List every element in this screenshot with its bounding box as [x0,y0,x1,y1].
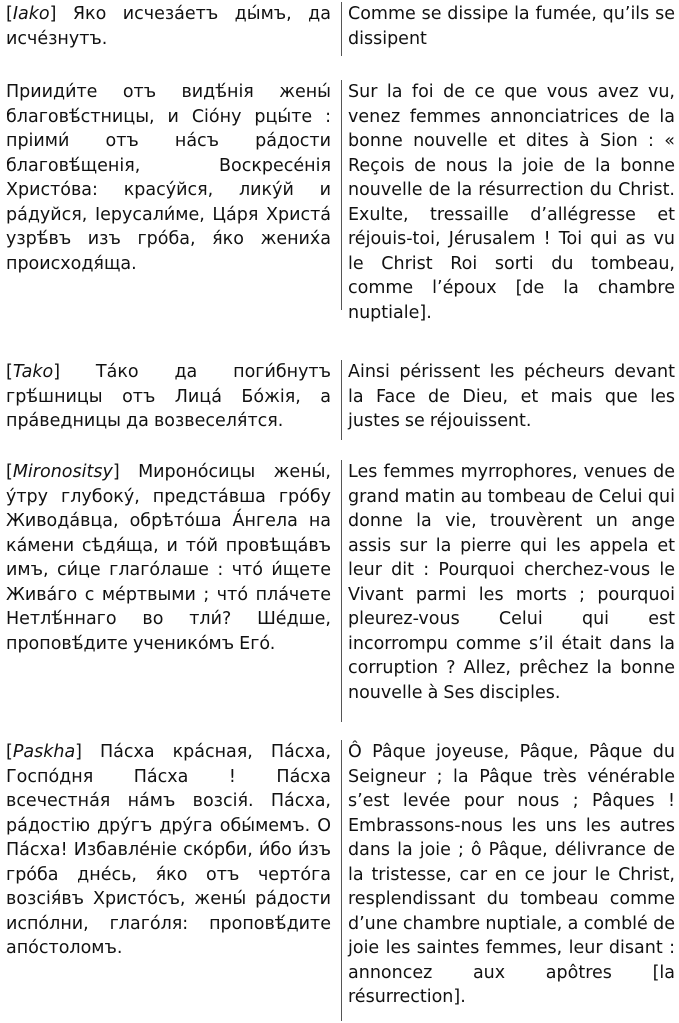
section-paskha [0,740,679,1021]
french-verse: Sur la foi de ce que vous avez vu, venez femmes annonciatrices de la bonne nouvelle et dites à Sion : « Reçois de nous la joie de la bonne nouvelle de la résurrection du Christ. Exulte, tressaille d’allégresse et réjouis-toi, Jérusalem ! Toi qui as vu le Christ Roi sorti du tombeau, comme l’époux [de la chambre nuptiale]. [348,82,675,323]
verse-tag: Paskha [12,742,76,762]
verse-tag: Tako [12,362,54,382]
french-verse: Comme se dissipe la fumée, qu’ils se dissipent [348,4,675,49]
slavonic-text: [Paskha] Пáсха крáсная, Пáсха, Госпóдня Пáсха ! Пáсха всечестнáя нáмъ возсія́. Пáсха, рáдостію дру́гъ дру́га обы́мемъ. О Пáсха! Избавлéніе скóрби, и́бо и́зъ грóба днéсь, я́ко отъ чертóга возсія́въ Христóсъ, жены́ рáдости испóлни, глагóля: проповѣ́дите апóстоломъ. [6,742,332,958]
slavonic-verse: Пáсха крáсная, Пáсха, Госпóдня Пáсха ! Пáсха всечестнáя нáмъ возсія́. Пáсха, рáдостію дру́гъ дру́га обы́мемъ. О Пáсха! Избавлéніе скóрби, и́бо и́зъ грóба днéсь, я́ко отъ чертóга возсія́въ Христóсъ, жены́ рáдости испóлни, глагóля: проповѣ́дите апóстоломъ. [6,742,332,958]
section-mironositsy [0,460,679,722]
french-text [341,80,679,323]
french-verse: Ô Pâque joyeuse, Pâque, Pâque du Seigneur ; la Pâque très vénérable s’est levée pour nous ; Pâques ! Embrassons-nous les uns les autres dans la joie ; ô Pâque, délivrance de la tristesse, car en ce jour le Christ, resplendissant du tombeau comme d’une chambre nuptiale, a comblé de joie les saintes femmes, leur disant : annoncez aux apôtres [la résurrection]. [348,742,675,1007]
section-iako [0,2,679,56]
french-verse: Ainsi périssent les pécheurs devant la Face de Dieu, et mais que les justes se réjouissent. [348,362,675,431]
slavonic-verse: Яко исчезáетъ ды́мъ, да исче́знутъ. [6,4,332,49]
french-text [341,740,679,1021]
slavonic-verse: Мироно́сицы жены́, у́тру глубоку́, предстáвша грóбу Живодáвца, обрѣтóша А́нгела на кáмени сѣдя́ща, и тóй провѣщáвъ имъ, си́це глагóлаше : что́ и́щете Живáго с мéртвыми ; что́ плáчете Нетлѣ́ннаго во тли́? Шéдше, проповѣ́дите ученикóмъ Егó. [6,462,331,654]
verse-tag: Mironositsy [12,462,113,482]
slavonic-text: [Iako] Яко исчезáетъ ды́мъ, да исче́знутъ. [6,4,332,49]
section-priidite [0,80,679,323]
slavonic-verse: Тáко да поги́бнутъ грѣ́шницы отъ Лицá Бóжія, а прáведницы да возвеселя́тся. [6,362,331,431]
slavonic-text [0,80,341,310]
slavonic-verse: Прииди́те отъ видѣ́нія жены́ благовѣ́стницы, и Сіóну рцы́те : пріими́ отъ нáсъ рáдости благовѣ́щенія, Воскресе́нія Христóва: красу́йся, лику́й и рáдуйся, Іерусали́ме, Цáря Христá узрѣ́въ изъ грóба, я́ко жених́а происходя́ща. [6,82,331,274]
verse-tag: Iako [12,4,50,24]
french-text [341,360,679,440]
slavonic-text: [Mironositsy] Мироно́сицы жены́, у́тру глубоку́, предстáвша грóбу Живодáвца, обрѣтóша А́нгела на кáмени сѣдя́ща, и тóй провѣщáвъ имъ, си́це глагóлаше : что́ и́щете Живáго с мéртвыми ; что́ плáчете Нетлѣ́ннаго во тли́? Шéдше, проповѣ́дите ученикóмъ Егó. [6,462,331,654]
french-verse: Les femmes myrrophores, venues de grand matin au tombeau de Celui qui donne la vie, trouvèrent un ange assis sur la pierre qui les appela et leur dit : Pourquoi cherchez-vous le Vivant parmi les morts ; pourquoi pleurez-vous Celui qui est incorrompu comme s’il était dans la corruption ? Allez, prêchez la bonne nouvelle à Ses disciples. [348,462,675,703]
section-tako [0,360,679,440]
slavonic-text: [Tako] Тáко да поги́бнутъ грѣ́шницы отъ Лицá Бóжія, а прáведницы да возвеселя́тся. [6,362,331,431]
french-text [341,2,679,56]
french-text [341,460,679,722]
